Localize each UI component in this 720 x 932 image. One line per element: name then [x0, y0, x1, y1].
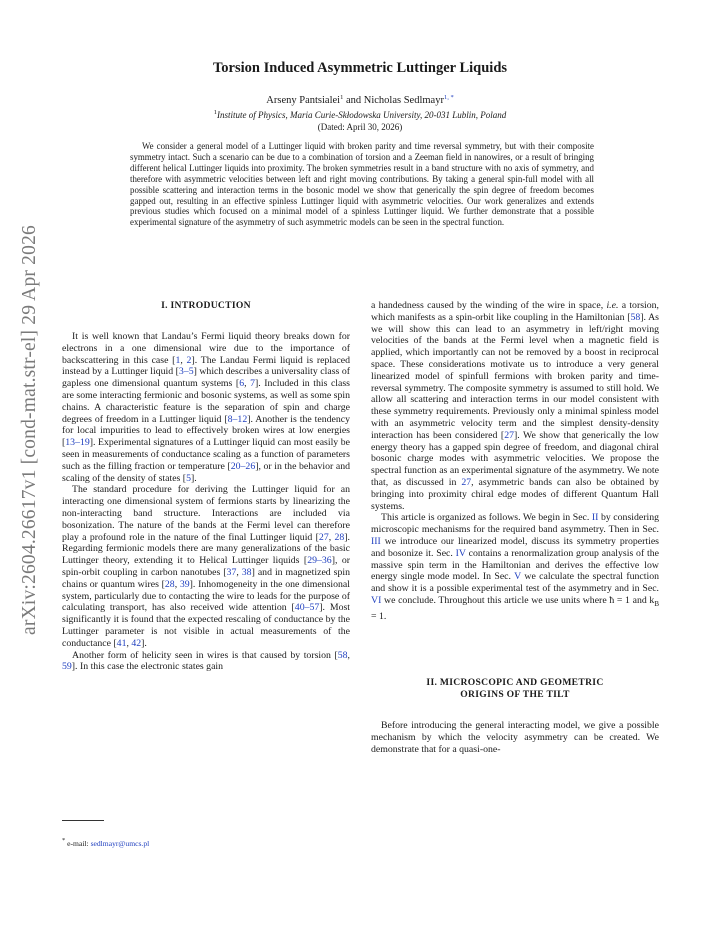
- citation-link[interactable]: 27: [504, 429, 514, 441]
- paragraph: Before introducing the general interacting model, we give a possible mechanism by which the velocity asymmetry can be created. We demonstrate that for a quasi-one-: [371, 720, 659, 756]
- section-heading-microscopic-origins: II. MICROSCOPIC AND GEOMETRIC ORIGINS OF THE TILT: [426, 677, 604, 701]
- paragraph: a handedness caused by the winding of the wire in space, i.e. a torsion, which manifests as a spin-orbit like coupling in the Hamiltonian [58]. As we will show this can lead to an asymmetry in left/right moving velocities of the bands at the Fermi level when a magnetic field is applied, which importantly can not be removed by a boost in reciprocal space. These considerations motivate us to introduce a very general linearized model of spinfull fermions with broken parity and time-reversal symmetry. The composite symmetry is assumed to still hold. We allow all scattering and interaction terms in our model consistent with these symmetry requirements. Previously only a minimal spinless model with an asymmetric velocity term and the simplest density-density interaction has been considered [27]. We show that generically the low energy theory has a gapped spin degree of freedom, and diagonal chiral bosonic charge modes with asymmetric velocities. We propose the spectral function as an experimental signature of the asymmetry. We note that, as discussed in 27, asymmetric bands can also be obtained by bringing into proximity chiral edge modes of different Quantum Hall systems.: [371, 300, 659, 512]
- section-link[interactable]: III: [371, 535, 381, 547]
- author-name: Nicholas Sedlmayr: [363, 95, 444, 106]
- citation-link[interactable]: 58: [337, 649, 348, 661]
- citation-link[interactable]: 27: [318, 531, 329, 543]
- citation-link[interactable]: 39: [179, 578, 190, 590]
- citation-link[interactable]: 8–12: [227, 413, 248, 425]
- citation-link[interactable]: 59: [62, 661, 72, 673]
- paragraph: It is well known that Landau’s Fermi liquid theory breaks down for electrons in a one dimensional wire due to the importance of backscattering in this case [1, 2]. The Landau Fermi liquid is replaced instead by a Luttinger liquid [3–5] which describes a universality class of gapless one dimensional quantum systems [6, 7]. Included in this class are some interacting fermionic and bosonic systems, as well as some spin chains. A characteristic feature is the separation of spin and charge degrees of freedom in a Luttinger liquid [8–12]. Another is the tendency for local impurities to lead to effectively broken wires at low energies [13–19]. Experimental signatures of a Luttinger liquid can most easily be seen in measurements of conductance scaling as a function of parameters such as the filling fraction or temperature [20–26], or in the behavior and scaling of the density of states [5].: [62, 331, 351, 484]
- paragraph: This article is organized as follows. We begin in Sec. II by considering microscopic mechanisms for the required band asymmetry. Then in Sec. III we introduce our linearized model, discuss its symmetry properties and bosonize it. Sec. IV contains a renormalization group analysis of the massive spin term in the Hamiltonian and derives the effective low energy single mode model. In Sec. V we calculate the spectral function and show it is a possible experimental test of the asymmetry and in Sec. VI we conclude. Throughout this article we use units where ħ = 1 and $k_B = 1$.: [371, 512, 660, 622]
- section-heading-introduction: I. INTRODUCTION: [161, 300, 251, 311]
- citation-link[interactable]: 7: [250, 378, 255, 390]
- citation-link[interactable]: 2: [186, 354, 192, 366]
- footnote-mark: *: [62, 837, 66, 844]
- left-column: [62, 300, 350, 673]
- citation-link[interactable]: 28: [334, 531, 345, 543]
- paper-title: Torsion Induced Asymmetric Luttinger Liquids: [212, 60, 508, 76]
- paragraph: The standard procedure for deriving the Luttinger liquid for an interacting one dimensional system of fermions starts by linearizing the non-interacting band structure. Interactions are included via bosonization. The nature of the bands at the Fermi level can therefore play a profound role in the nature of the final Luttinger liquid [27, 28]. Regarding fermionic models there are many generalizations of the basic Luttinger theory, extending it to Helical Luttinger liquids [29–36], or spin-orbit coupling in carbon nanotubes [37, 38] and in magnetized spin chains or quantum wires [28, 39]. Inhomogeneity in the one dimensional system, particularly due to contacting the wire to leads for the purpose of calculating transport, has also received wide attention [40–57]. Most significantly it is found that the expected rescaling of conductance by the Luttinger parameter is not visible in actual measurements of the conductance [41, 42].: [62, 484, 351, 649]
- footnote: [62, 837, 149, 848]
- citation-link[interactable]: 27: [461, 476, 472, 488]
- author-affil-mark: 1, *: [443, 94, 454, 101]
- affiliation: [80, 109, 640, 120]
- section-link[interactable]: VI: [371, 594, 382, 606]
- citation-link[interactable]: 42: [131, 637, 142, 649]
- affiliation-text: Institute of Physics, Maria Curie-Skłodowska University, 20-031 Lublin, Poland: [217, 110, 507, 120]
- author-conjunction: and: [343, 95, 364, 106]
- citation-link[interactable]: 41: [116, 637, 127, 649]
- arxiv-identifier: arXiv:2604.26617v1 [cond-mat.str-el] 29 Apr 2026: [19, 225, 40, 635]
- email-link[interactable]: sedlmayr@umcs.pl: [90, 839, 150, 848]
- author-name: Arseny Pantsialei: [266, 95, 341, 106]
- author-line: [80, 94, 640, 106]
- author-affil-mark: 1: [340, 94, 344, 101]
- citation-link[interactable]: 1: [175, 354, 181, 366]
- citation-link[interactable]: 38: [241, 566, 252, 578]
- section-link[interactable]: IV: [455, 547, 466, 559]
- citation-link[interactable]: 3–5: [178, 366, 194, 378]
- citation-link[interactable]: 28: [164, 578, 175, 590]
- date-line: (Dated: April 30, 2026): [317, 122, 403, 132]
- footnote-divider: [62, 820, 104, 821]
- section-link[interactable]: II: [591, 512, 599, 524]
- citation-link[interactable]: 5: [186, 472, 191, 484]
- footnote-label: e-mail:: [65, 839, 91, 848]
- citation-link[interactable]: 6: [239, 378, 245, 390]
- citation-link[interactable]: 58: [630, 311, 641, 323]
- paragraph: Another form of helicity seen in wires is that caused by torsion [58, 59]. In this case the electronic states gain: [62, 649, 350, 673]
- affiliation-mark: 1: [213, 109, 217, 116]
- abstract: We consider a general model of a Luttinger liquid with broken parity and time reversal symmetry, but with their composite symmetry intact. Such a scenario can be due to a combination of torsion and a Zeeman field in nanowires, or a result of bringing different helical Luttinger liquids into proximity. The broken symmetries result in a band structure with no axis of symmetry, and therefore with asymmetric velocities between left and right moving contributions. By taking a general spin-full model with all possible scattering and interaction terms in the bosonic model we show that generically the spin degree of freedom becomes gapped out, resulting in an effective spinless Luttinger liquid with asymmetric velocities. Our work generalizes and extends previous studies which focused on a minimal model of a spinless Luttinger liquid. We further demonstrate that a possible experimental signature of the asymmetry of such asymmetric models can be seen in the spectral function.: [130, 141, 594, 228]
- right-column: [371, 300, 659, 756]
- section-link[interactable]: V: [514, 571, 522, 583]
- citation-link[interactable]: 40–57: [294, 602, 320, 614]
- citation-link[interactable]: 29–36: [307, 555, 332, 567]
- citation-link[interactable]: 20–26: [230, 460, 256, 472]
- arxiv-sidebar-stamp: [8, 170, 52, 690]
- citation-link[interactable]: 37: [226, 566, 237, 578]
- citation-link[interactable]: 13–19: [65, 437, 90, 449]
